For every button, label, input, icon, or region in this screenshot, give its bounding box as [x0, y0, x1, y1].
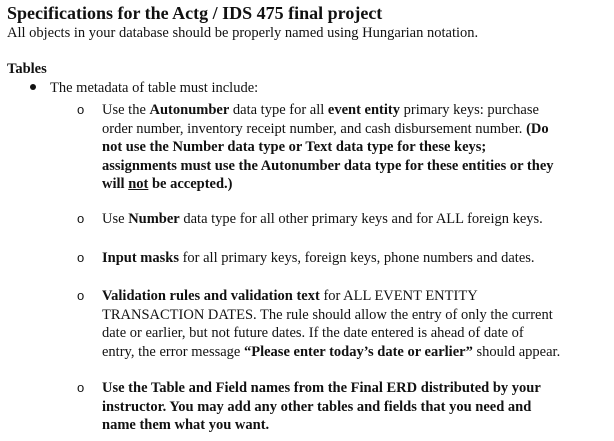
bullet-text: The metadata of table must include: [50, 80, 259, 96]
text-line: instructor. You may add any other tables and fields that you need and [102, 398, 532, 415]
text-line: order number, inventory receipt number, and cash disbursement number. (Do [102, 120, 549, 137]
section-heading-tables: Tables [7, 61, 47, 77]
circle-bullet-icon: o [77, 250, 85, 265]
list-item-body [102, 249, 612, 268]
circle-bullet-icon: o [77, 211, 85, 226]
bullet-item-metadata [30, 80, 258, 97]
text-line: Validation rules and validation text for ALL EVENT ENTITY [102, 288, 478, 304]
text-line: will not be accepted.) [102, 176, 233, 192]
text-line: Use the Table and Field names from the Final ERD distributed by your [102, 380, 541, 396]
list-item-body [102, 101, 612, 194]
document-title: Specifications for the Actg / IDS 475 final project [7, 3, 383, 23]
text-line: assignments must use the Autonumber data type for these entities or they [102, 157, 554, 174]
circle-bullet-icon: o [77, 380, 85, 395]
text-line: TRANSACTION DATES. The rule should allow the entry of only the current [102, 306, 553, 323]
text-line: Use the Autonumber data type for all event entity primary keys: purchase [102, 102, 539, 118]
list-item-body [102, 287, 612, 361]
circle-bullet-icon: o [77, 102, 85, 117]
bullet-dot-icon [30, 84, 36, 90]
text-line: Use Number data type for all other primary keys and for ALL foreign keys. [102, 211, 543, 227]
text-line: date or earlier, but not future dates. If the date entered is ahead of date of [102, 325, 524, 341]
list-item-body [102, 210, 612, 229]
document-subtitle: All objects in your database should be properly named using Hungarian notation. [7, 25, 479, 41]
text-line: entry, the error message “Please enter today’s date or earlier” should appear. [102, 343, 561, 360]
text-line: Input masks for all primary keys, foreign keys, phone numbers and dates. [102, 250, 535, 266]
text-line: name them what you want. [102, 417, 270, 433]
text-line: not use the Number data type or Text data type for these keys; [102, 139, 487, 155]
circle-bullet-icon: o [77, 288, 85, 303]
list-item-body [102, 379, 612, 435]
